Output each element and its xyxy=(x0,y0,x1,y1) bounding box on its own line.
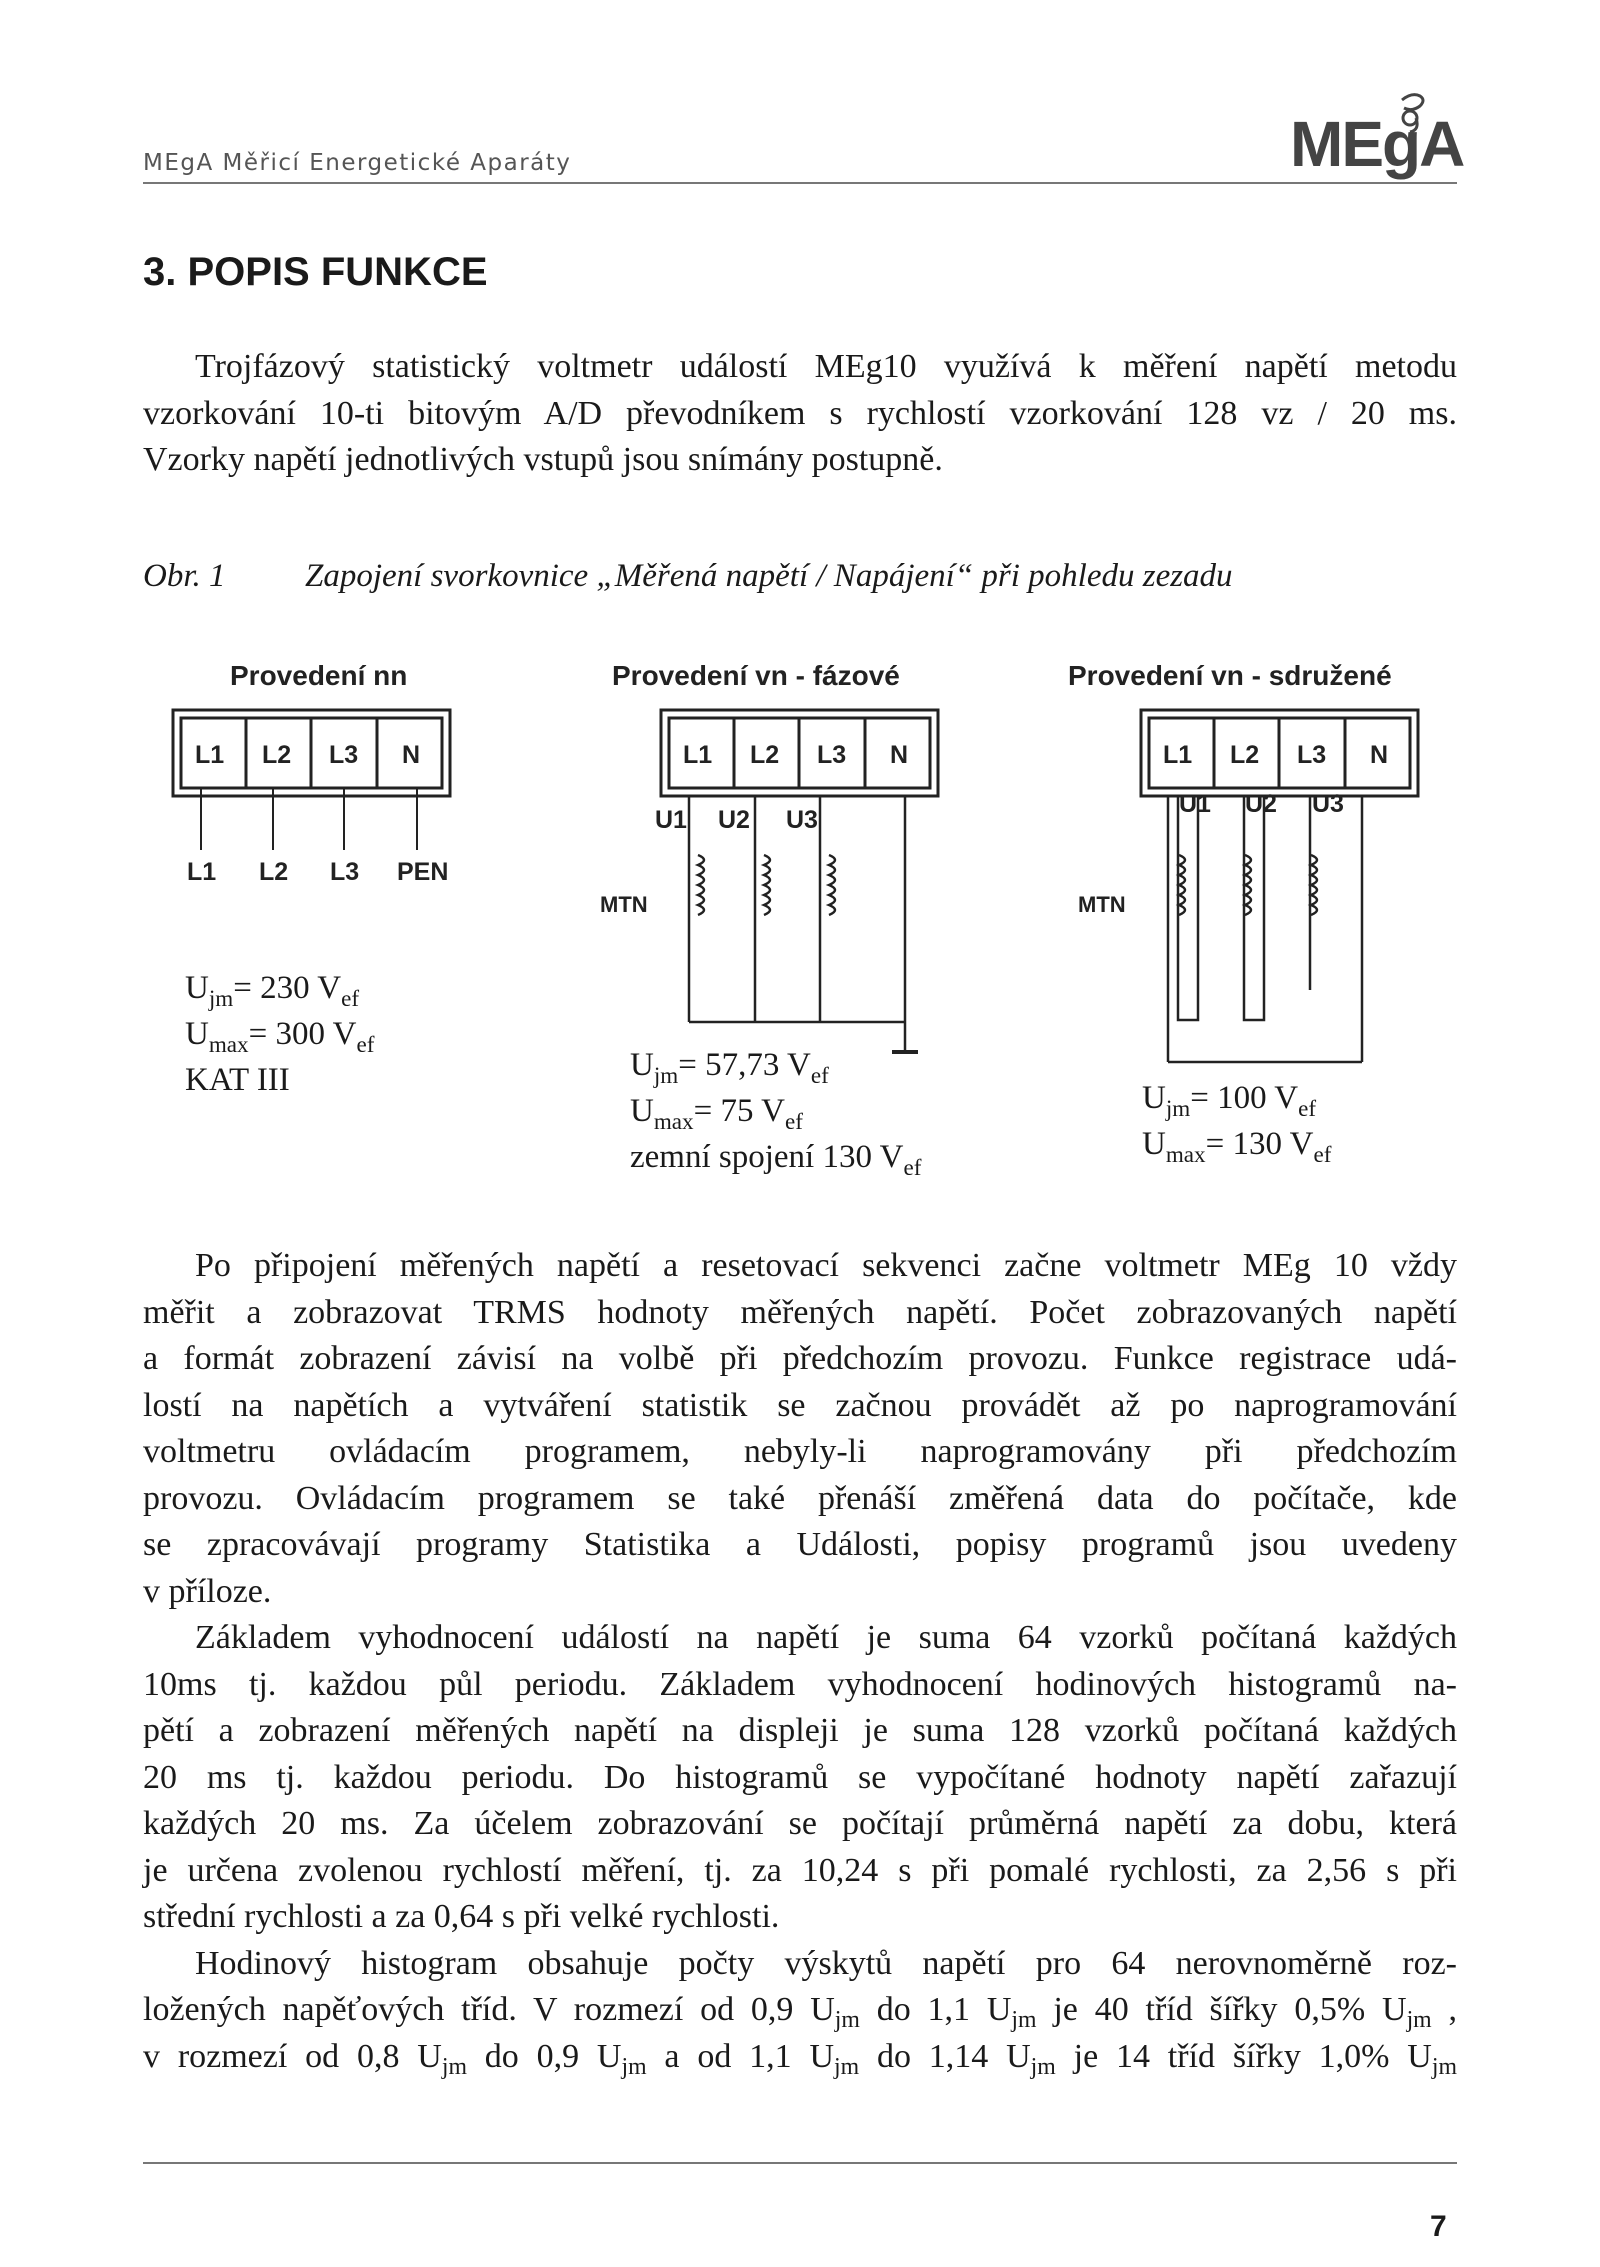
body-line: každých 20 ms. Za účelem zobrazování se počítají průměrná napětí za dobu, která xyxy=(143,1805,1457,1842)
secondary-label: U1 xyxy=(655,806,687,834)
body-line: měřit a zobrazovat TRMS hodnoty měřených napětí. Počet zobrazovaných napětí xyxy=(143,1293,1457,1331)
terminal-label: N xyxy=(402,741,421,769)
voltage-line: $U_{jm}= 57,73$ $V_{ef}$ xyxy=(630,1047,829,1089)
transformer-label: MTN xyxy=(1078,892,1126,917)
body-line-histogram: ložených napěťových tříd. V rozmezí od 0,9 $U_{jm}$ do 1,1 $U_{jm}$ je 40 tříd šířky 0,5% $U_{jm}$ , xyxy=(143,1991,1457,2034)
figure-caption xyxy=(143,558,1233,595)
body-line: střední rychlosti a za 0,64 s při velké rychlosti. xyxy=(143,1898,780,1935)
body-line: pětí a zobrazení měřených napětí na displeji je suma 128 vzorků počítaná každých xyxy=(143,1712,1457,1749)
terminal-label: L1 xyxy=(1163,741,1193,769)
category-line: KAT III xyxy=(185,1062,290,1098)
figure-caption-text: Zapojení svorkovnice „Měřená napětí / Napájení“ při pohledu zezadu xyxy=(305,558,1233,594)
body-line: provozu. Ovládacím programem se také přenáší změřená data do počítače, kde xyxy=(143,1479,1457,1517)
body-line: je určena zvolenou rychlostí měření, tj. za 10,24 s při pomalé rychlosti, za 2,56 s při xyxy=(143,1851,1457,1889)
voltage-specs-vn-phase xyxy=(630,1042,921,1180)
transformer-coils-phase xyxy=(689,796,918,1052)
voltage-specs-vn-line xyxy=(1142,1075,1331,1167)
wiring-figure xyxy=(0,650,1600,1210)
secondary-label: U3 xyxy=(1312,790,1344,818)
terminal-label: L1 xyxy=(195,741,225,769)
secondary-label: U2 xyxy=(1245,790,1277,818)
body-line: 20 ms tj. každou periodu. Do histogramů se vypočítané hodnoty napětí zařazují xyxy=(143,1758,1457,1796)
voltage-line: $U_{max}= 130$ $V_{ef}$ xyxy=(1142,1126,1332,1168)
running-header: MEgA Měřicí Energetické Aparáty xyxy=(143,150,572,176)
transformer-coils-line xyxy=(1168,796,1362,1062)
voltage-line: zemní spojení 130 $V_{ef}$ xyxy=(630,1139,922,1181)
terminal-label: L1 xyxy=(683,741,713,769)
voltage-specs-nn xyxy=(185,965,374,1103)
body-line: v příloze. xyxy=(143,1572,272,1610)
terminal-label: N xyxy=(890,741,909,769)
column-title-vn-phase: Provedení vn - fázové xyxy=(612,660,900,691)
terminal-label: L3 xyxy=(1297,741,1327,769)
section-title: 3. POPIS FUNKCE xyxy=(143,250,488,294)
secondary-label: U2 xyxy=(718,806,750,834)
terminal-label: L3 xyxy=(817,741,847,769)
body-line-histogram: v rozmezí od 0,8 $U_{jm}$ do 0,9 $U_{jm}$ a od 1,1 $U_{jm}$ do 1,14 $U_{jm}$ je 14 tříd šířky 1,0% $U_{jm}$ xyxy=(143,2037,1457,2080)
page-number: 7 xyxy=(1430,2210,1447,2243)
voltage-line: $U_{max}= 300$ $V_{ef}$ xyxy=(185,1016,375,1058)
output-label: L2 xyxy=(259,858,289,886)
footer-rule xyxy=(143,2162,1457,2164)
column-title-nn: Provedení nn xyxy=(230,660,408,691)
body-line: Základem vyhodnocení událostí na napětí je suma 64 vzorků počítaná každých xyxy=(195,1619,1457,1656)
output-label: PEN xyxy=(397,858,449,886)
terminal-label: L2 xyxy=(262,741,292,769)
body-text xyxy=(143,1243,1457,2080)
column-title-vn-line: Provedení vn - sdružené xyxy=(1068,660,1392,691)
voltage-line: $U_{jm}= 230$ $V_{ef}$ xyxy=(185,970,360,1012)
mega-logo xyxy=(1290,82,1462,182)
header-rule xyxy=(143,182,1457,184)
voltage-line: $U_{max}= 75$ $V_{ef}$ xyxy=(630,1093,803,1135)
body-line: voltmetru ovládacím programem, nebyly-li naprogramovány při předchozím xyxy=(143,1433,1457,1470)
body-line: se zpracovávají programy Statistika a Události, popisy programů jsou uvedeny xyxy=(143,1526,1457,1563)
body-line: Hodinový histogram obsahuje počty výskytů napětí pro 64 nerovnoměrně roz- xyxy=(195,1944,1457,1982)
logo-text: MEgA xyxy=(1290,108,1464,180)
body-line: 10ms tj. každou půl periodu. Základem vyhodnocení hodinových histogramů na- xyxy=(143,1665,1457,1703)
terminal-label: L3 xyxy=(329,741,359,769)
terminal-label: L2 xyxy=(1230,741,1260,769)
intro-line: Vzorky napětí jednotlivých vstupů jsou snímány postupně. xyxy=(143,441,943,478)
output-label: L1 xyxy=(187,858,217,886)
terminal-label: N xyxy=(1370,741,1389,769)
intro-line: vzorkování 10-ti bitovým A/D převodníkem s rychlostí vzorkování 128 vz / 20 ms. xyxy=(143,394,1457,432)
secondary-label: U1 xyxy=(1179,790,1211,818)
intro-line: Trojfázový statistický voltmetr událostí MEg10 využívá k měření napětí metodu xyxy=(195,348,1457,385)
terminal-label: L2 xyxy=(750,741,780,769)
terminal-block-nn xyxy=(173,710,450,850)
output-label: L3 xyxy=(330,858,360,886)
voltage-line: $U_{jm}= 100$ $V_{ef}$ xyxy=(1142,1080,1317,1122)
intro-paragraph xyxy=(143,344,1457,484)
transformer-label: MTN xyxy=(600,892,648,917)
secondary-label: U3 xyxy=(786,806,818,834)
figure-number: Obr. 1 xyxy=(143,558,226,594)
body-line: a formát zobrazení závisí na volbě při předchozím provozu. Funkce registrace udá- xyxy=(143,1340,1457,1377)
body-line: Po připojení měřených napětí a resetovací sekvenci začne voltmetr MEg 10 vždy xyxy=(195,1247,1457,1284)
body-line: lostí na napětích a vytváření statistik se začnou provádět až po naprogramování xyxy=(143,1386,1457,1424)
